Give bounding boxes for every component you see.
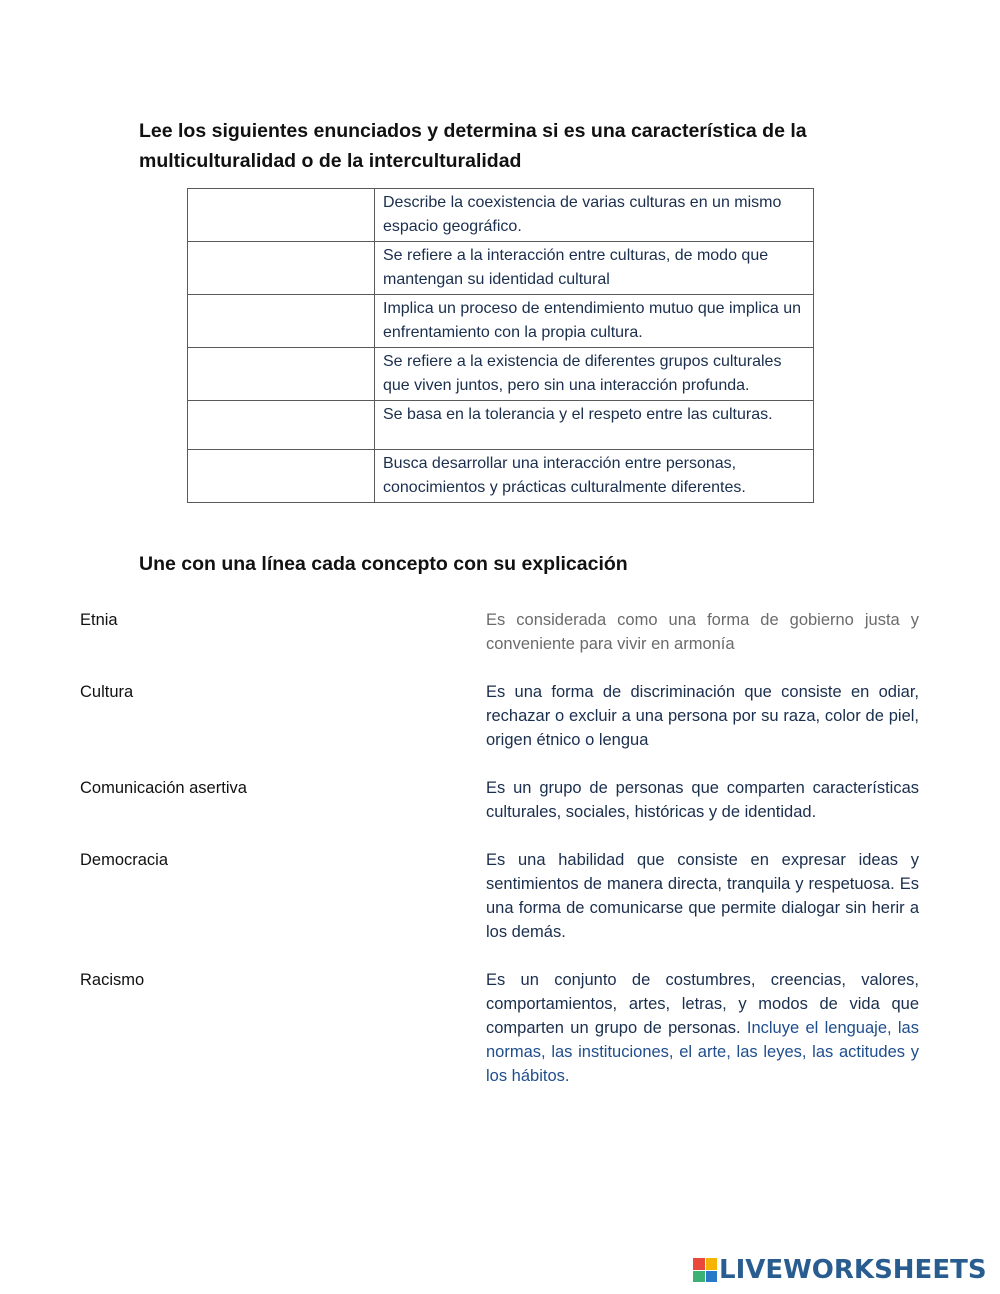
explanation-5[interactable] — [486, 968, 919, 1088]
answer-cell-1[interactable] — [188, 189, 375, 242]
concept-comunicacion-asertiva[interactable]: Comunicación asertiva — [80, 779, 247, 797]
liveworksheets-logo — [693, 1253, 987, 1287]
explanation-2[interactable]: Es una forma de discriminación que consiste en odiar, rechazar o excluir a una persona por su raza, color de piel, origen étnico o lengua — [486, 683, 919, 749]
answer-cell-5[interactable] — [188, 401, 375, 450]
statements-table — [187, 188, 814, 503]
liveworksheets-mark-icon — [693, 1258, 717, 1282]
statement-text: Busca desarrollar una interacción entre personas, conocimientos y prácticas culturalmente diferentes. — [375, 450, 814, 503]
explanation-1[interactable]: Es considerada como una forma de gobierno justa y conveniente para vivir en armonía — [486, 611, 919, 653]
table-row — [188, 242, 814, 295]
table-row — [188, 189, 814, 242]
explanation-5-part-1: Es un conjunto de costumbres, creencias, valores, comportamientos, artes, letras, y modos de vida que comparten un grupo de personas. — [486, 971, 919, 1037]
explanation-5-part-2: Incluye el lenguaje, las normas, las instituciones, el arte, las leyes, las actitudes y los hábitos. — [486, 1019, 919, 1085]
statement-text: Describe la coexistencia de varias culturas en un mismo espacio geográfico. — [375, 189, 814, 242]
concept-etnia[interactable]: Etnia — [80, 611, 118, 629]
statement-text: Se basa en la tolerancia y el respeto entre las culturas. — [375, 401, 814, 450]
answer-cell-4[interactable] — [188, 348, 375, 401]
statement-text: Se refiere a la existencia de diferentes grupos culturales que viven juntos, pero sin una interacción profunda. — [375, 348, 814, 401]
statement-text: Implica un proceso de entendimiento mutuo que implica un enfrentamiento con la propia cultura. — [375, 295, 814, 348]
section1-title: Lee los siguientes enunciados y determina si es una característica de la multiculturalidad o de la interculturalidad — [139, 120, 807, 172]
answer-cell-2[interactable] — [188, 242, 375, 295]
explanation-4[interactable]: Es una habilidad que consiste en expresar ideas y sentimientos de manera directa, tranquila y respetuosa. Es una forma de comunicarse que permite dialogar sin herir a los demás. — [486, 851, 919, 941]
answer-cell-6[interactable] — [188, 450, 375, 503]
table-row — [188, 295, 814, 348]
explanation-3[interactable]: Es un grupo de personas que comparten características culturales, sociales, históricas y de identidad. — [486, 779, 919, 821]
table-row — [188, 450, 814, 503]
answer-cell-3[interactable] — [188, 295, 375, 348]
section2-title: Une con una línea cada concepto con su explicación — [139, 553, 628, 575]
statement-text: Se refiere a la interacción entre culturas, de modo que mantengan su identidad cultural — [375, 242, 814, 295]
concept-cultura[interactable]: Cultura — [80, 683, 134, 701]
concept-racismo[interactable]: Racismo — [80, 971, 145, 989]
concept-democracia[interactable]: Democracia — [80, 851, 169, 869]
table-row — [188, 348, 814, 401]
logo-text: LIVEWORKSHEETS — [719, 1255, 987, 1285]
table-row — [188, 401, 814, 450]
